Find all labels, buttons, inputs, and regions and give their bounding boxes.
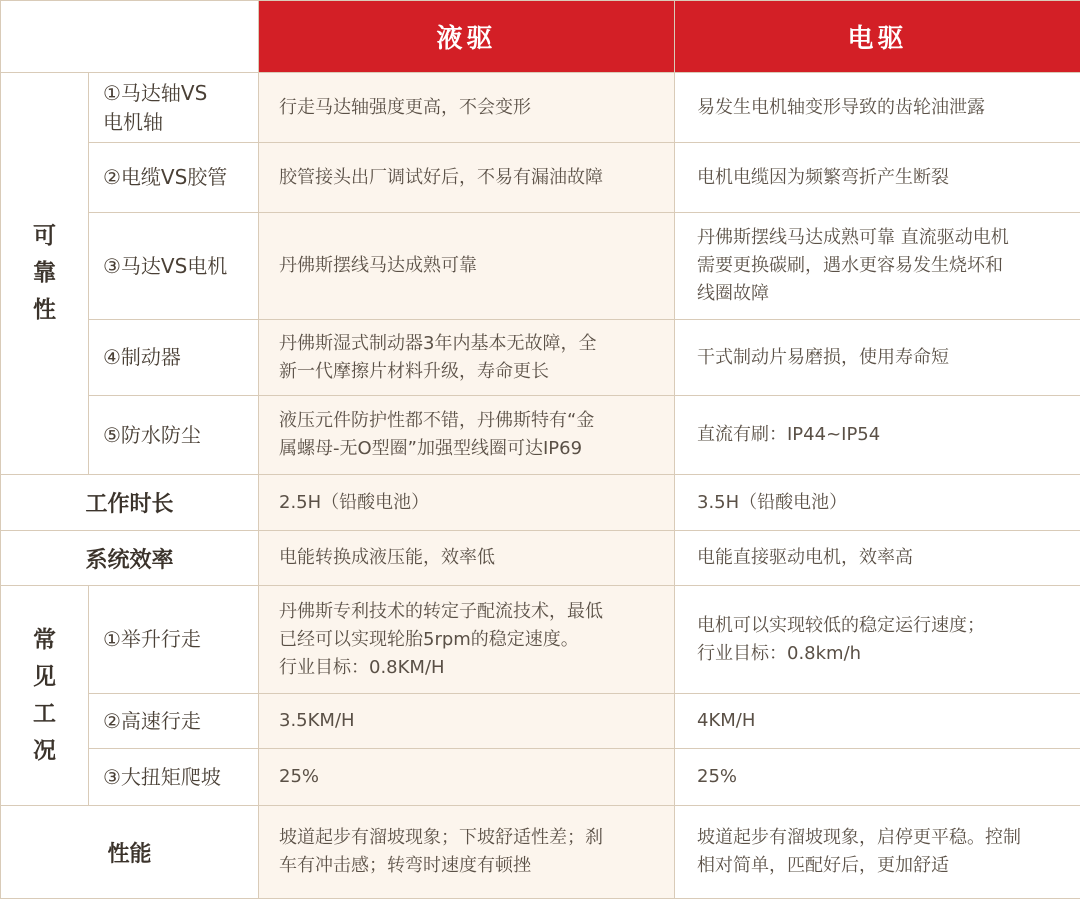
hydraulic-cell: 2.5H（铅酸电池） <box>259 475 675 531</box>
hydraulic-cell: 坡道起步有溜坡现象；下坡舒适性差；刹 车有冲击感；转弯时速度有顿挫 <box>259 806 675 899</box>
group-label-text <box>1 218 88 329</box>
electric-cell: 干式制动片易磨损，使用寿命短 <box>675 320 1080 396</box>
group-label-common-conditions <box>1 586 89 806</box>
group-label-efficiency: 系统效率 <box>1 531 259 586</box>
electric-cell: 丹佛斯摆线马达成熟可靠 直流驱动电机 需要更换碳刷，遇水更容易发生烧坏和 线圈故障 <box>675 213 1080 320</box>
group-label-performance: 性能 <box>1 806 259 899</box>
row-item-label: ②电缆VS胶管 <box>89 143 259 213</box>
hydraulic-cell: 行走马达轴强度更高，不会变形 <box>259 73 675 143</box>
row-item-label: ③大扭矩爬坡 <box>89 749 259 806</box>
hydraulic-cell: 丹佛斯湿式制动器3年内基本无故障，全 新一代摩擦片材料升级，寿命更长 <box>259 320 675 396</box>
row-item-label: ⑤防水防尘 <box>89 396 259 475</box>
table-row <box>1 806 1080 899</box>
hydraulic-cell: 胶管接头出厂调试好后，不易有漏油故障 <box>259 143 675 213</box>
table-row <box>1 213 1080 320</box>
hydraulic-cell: 丹佛斯摆线马达成熟可靠 <box>259 213 675 320</box>
electric-cell: 直流有刷：IP44~IP54 <box>675 396 1080 475</box>
table-row <box>1 475 1080 531</box>
electric-cell: 易发生电机轴变形导致的齿轮油泄露 <box>675 73 1080 143</box>
group-label-char: 见 <box>1 659 88 696</box>
hydraulic-cell: 3.5KM/H <box>259 694 675 749</box>
table-row <box>1 396 1080 475</box>
row-item-label: ②高速行走 <box>89 694 259 749</box>
group-label-text <box>1 622 88 770</box>
table-row <box>1 320 1080 396</box>
group-label-reliability <box>1 73 89 475</box>
table-row <box>1 694 1080 749</box>
table-row <box>1 73 1080 143</box>
group-label-working-time: 工作时长 <box>1 475 259 531</box>
group-label-char: 可 <box>1 218 88 255</box>
header-electric: 电驱 <box>675 1 1080 73</box>
group-label-char: 性 <box>1 292 88 329</box>
row-item-label: ③马达VS电机 <box>89 213 259 320</box>
table-row <box>1 143 1080 213</box>
group-label-char: 靠 <box>1 255 88 292</box>
header-blank-cell <box>1 1 259 73</box>
header-hydraulic: 液驱 <box>259 1 675 73</box>
hydraulic-cell: 液压元件防护性都不错，丹佛斯特有“金 属螺母-无O型圈”加强型线圈可达IP69 <box>259 396 675 475</box>
hydraulic-cell: 电能转换成液压能，效率低 <box>259 531 675 586</box>
electric-cell: 坡道起步有溜坡现象，启停更平稳。控制 相对简单，匹配好后，更加舒适 <box>675 806 1080 899</box>
row-item-label: ④制动器 <box>89 320 259 396</box>
hydraulic-cell: 25% <box>259 749 675 806</box>
electric-cell: 电机电缆因为频繁弯折产生断裂 <box>675 143 1080 213</box>
electric-cell: 3.5H（铅酸电池） <box>675 475 1080 531</box>
table-row <box>1 531 1080 586</box>
row-item-label: ①举升行走 <box>89 586 259 694</box>
electric-cell: 电能直接驱动电机，效率高 <box>675 531 1080 586</box>
group-label-char: 况 <box>1 733 88 770</box>
hydraulic-cell: 丹佛斯专利技术的转定子配流技术，最低 已经可以实现轮胎5rpm的稳定速度。 行业目标：0.8KM/H <box>259 586 675 694</box>
electric-cell: 电机可以实现较低的稳定运行速度； 行业目标：0.8km/h <box>675 586 1080 694</box>
table-row <box>1 749 1080 806</box>
group-label-char: 常 <box>1 622 88 659</box>
row-item-label: ①马达轴VS 电机轴 <box>89 73 259 143</box>
group-label-char: 工 <box>1 696 88 733</box>
header-row <box>1 1 1080 73</box>
electric-cell: 25% <box>675 749 1080 806</box>
electric-cell: 4KM/H <box>675 694 1080 749</box>
table-row <box>1 586 1080 694</box>
